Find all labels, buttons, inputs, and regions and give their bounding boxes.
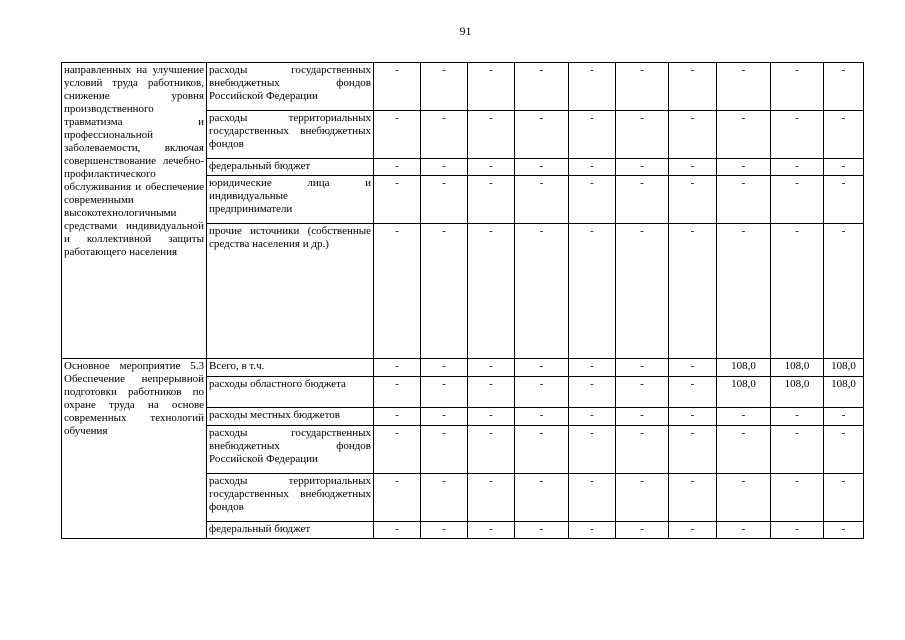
funding-source-cell: расходы государственных внебюджетных фондов Российской Федерации	[207, 426, 374, 474]
value-cell: -	[515, 426, 569, 474]
value-cell: -	[616, 426, 669, 474]
value-cell: -	[824, 426, 864, 474]
value-cell: -	[374, 224, 421, 359]
value-cell: -	[616, 474, 669, 522]
value-cell: -	[569, 474, 616, 522]
value-cell: -	[669, 522, 717, 539]
value-cell: -	[515, 377, 569, 408]
value-cell: -	[374, 359, 421, 377]
value-cell: -	[515, 474, 569, 522]
value-cell: -	[669, 111, 717, 159]
value-cell: -	[616, 522, 669, 539]
value-cell: -	[717, 426, 771, 474]
value-cell: -	[515, 224, 569, 359]
budget-table	[61, 62, 864, 539]
value-cell: -	[515, 176, 569, 224]
value-cell: -	[616, 63, 669, 111]
value-cell: -	[468, 408, 515, 426]
value-cell: -	[771, 111, 824, 159]
value-cell: -	[421, 176, 468, 224]
value-cell: -	[669, 176, 717, 224]
value-cell: -	[717, 408, 771, 426]
value-cell: -	[824, 474, 864, 522]
value-cell: -	[616, 359, 669, 377]
table-row	[62, 63, 864, 111]
value-cell: -	[468, 426, 515, 474]
value-cell: 108,0	[824, 377, 864, 408]
value-cell: -	[421, 426, 468, 474]
table-row	[62, 359, 864, 377]
value-cell: -	[717, 474, 771, 522]
value-cell: -	[515, 111, 569, 159]
page-number: 91	[459, 24, 472, 38]
value-cell: 108,0	[771, 377, 824, 408]
value-cell: -	[421, 522, 468, 539]
measure-description-cell: направленных на улучшение условий труда работников, снижение уровня производственного травматизма и профессиональной заболеваемости, включая совершенствование лечебно-профилактического обслуживания и обеспечение современными высокотехнологичными средствами индивидуальной и коллективной защиты работающего населения	[62, 63, 207, 359]
value-cell: -	[468, 522, 515, 539]
funding-source-cell: расходы территориальных государственных внебюджетных фондов	[207, 111, 374, 159]
value-cell: -	[421, 377, 468, 408]
value-cell: -	[771, 522, 824, 539]
value-cell: -	[421, 224, 468, 359]
funding-source-cell: федеральный бюджет	[207, 159, 374, 176]
value-cell: -	[569, 522, 616, 539]
value-cell: -	[717, 111, 771, 159]
value-cell: -	[771, 159, 824, 176]
value-cell: -	[569, 377, 616, 408]
value-cell: -	[824, 522, 864, 539]
value-cell: -	[669, 359, 717, 377]
value-cell: -	[616, 224, 669, 359]
value-cell: -	[824, 408, 864, 426]
value-cell: -	[824, 224, 864, 359]
value-cell: -	[616, 159, 669, 176]
value-cell: -	[569, 359, 616, 377]
value-cell: -	[669, 426, 717, 474]
value-cell: -	[421, 63, 468, 111]
table-body	[62, 63, 864, 539]
funding-source-cell: юридические лица и индивидуальные предприниматели	[207, 176, 374, 224]
value-cell: -	[669, 474, 717, 522]
value-cell: -	[669, 159, 717, 176]
value-cell: -	[669, 224, 717, 359]
value-cell: 108,0	[824, 359, 864, 377]
value-cell: 108,0	[717, 377, 771, 408]
value-cell: -	[717, 176, 771, 224]
value-cell: -	[468, 224, 515, 359]
value-cell: 108,0	[717, 359, 771, 377]
value-cell: -	[421, 408, 468, 426]
value-cell: -	[421, 474, 468, 522]
value-cell: -	[569, 408, 616, 426]
value-cell: -	[669, 408, 717, 426]
value-cell: -	[421, 159, 468, 176]
funding-source-cell: прочие источники (собственные средства населения и др.)	[207, 224, 374, 359]
value-cell: -	[374, 176, 421, 224]
value-cell: -	[515, 159, 569, 176]
value-cell: -	[515, 359, 569, 377]
value-cell: -	[824, 159, 864, 176]
value-cell: -	[374, 474, 421, 522]
value-cell: -	[569, 159, 616, 176]
value-cell: -	[771, 426, 824, 474]
value-cell: 108,0	[771, 359, 824, 377]
value-cell: -	[421, 359, 468, 377]
funding-source-cell: Всего, в т.ч.	[207, 359, 374, 377]
funding-source-cell: расходы областного бюджета	[207, 377, 374, 408]
value-cell: -	[616, 377, 669, 408]
value-cell: -	[468, 63, 515, 111]
value-cell: -	[771, 176, 824, 224]
value-cell: -	[374, 159, 421, 176]
value-cell: -	[515, 522, 569, 539]
value-cell: -	[374, 426, 421, 474]
value-cell: -	[569, 63, 616, 111]
value-cell: -	[515, 63, 569, 111]
value-cell: -	[824, 176, 864, 224]
value-cell: -	[771, 224, 824, 359]
value-cell: -	[468, 111, 515, 159]
value-cell: -	[569, 224, 616, 359]
value-cell: -	[616, 176, 669, 224]
value-cell: -	[374, 63, 421, 111]
value-cell: -	[374, 111, 421, 159]
value-cell: -	[616, 408, 669, 426]
value-cell: -	[616, 111, 669, 159]
value-cell: -	[374, 522, 421, 539]
measure-description-cell: Основное мероприятие 5.3 Обеспечение непрерывной подготовки работников по охране труда на основе современных технологий обучения	[62, 359, 207, 539]
funding-source-cell: расходы территориальных государственных внебюджетных фондов	[207, 474, 374, 522]
value-cell: -	[468, 377, 515, 408]
value-cell: -	[669, 377, 717, 408]
funding-source-cell: расходы государственных внебюджетных фондов Российской Федерации	[207, 63, 374, 111]
value-cell: -	[771, 63, 824, 111]
value-cell: -	[468, 176, 515, 224]
value-cell: -	[374, 377, 421, 408]
value-cell: -	[468, 359, 515, 377]
value-cell: -	[771, 474, 824, 522]
value-cell: -	[824, 63, 864, 111]
value-cell: -	[771, 408, 824, 426]
funding-source-cell: федеральный бюджет	[207, 522, 374, 539]
funding-source-cell: расходы местных бюджетов	[207, 408, 374, 426]
value-cell: -	[468, 159, 515, 176]
value-cell: -	[717, 63, 771, 111]
value-cell: -	[468, 474, 515, 522]
value-cell: -	[569, 176, 616, 224]
value-cell: -	[717, 159, 771, 176]
value-cell: -	[515, 408, 569, 426]
value-cell: -	[421, 111, 468, 159]
value-cell: -	[569, 426, 616, 474]
value-cell: -	[824, 111, 864, 159]
value-cell: -	[717, 522, 771, 539]
value-cell: -	[374, 408, 421, 426]
value-cell: -	[669, 63, 717, 111]
value-cell: -	[717, 224, 771, 359]
value-cell: -	[569, 111, 616, 159]
